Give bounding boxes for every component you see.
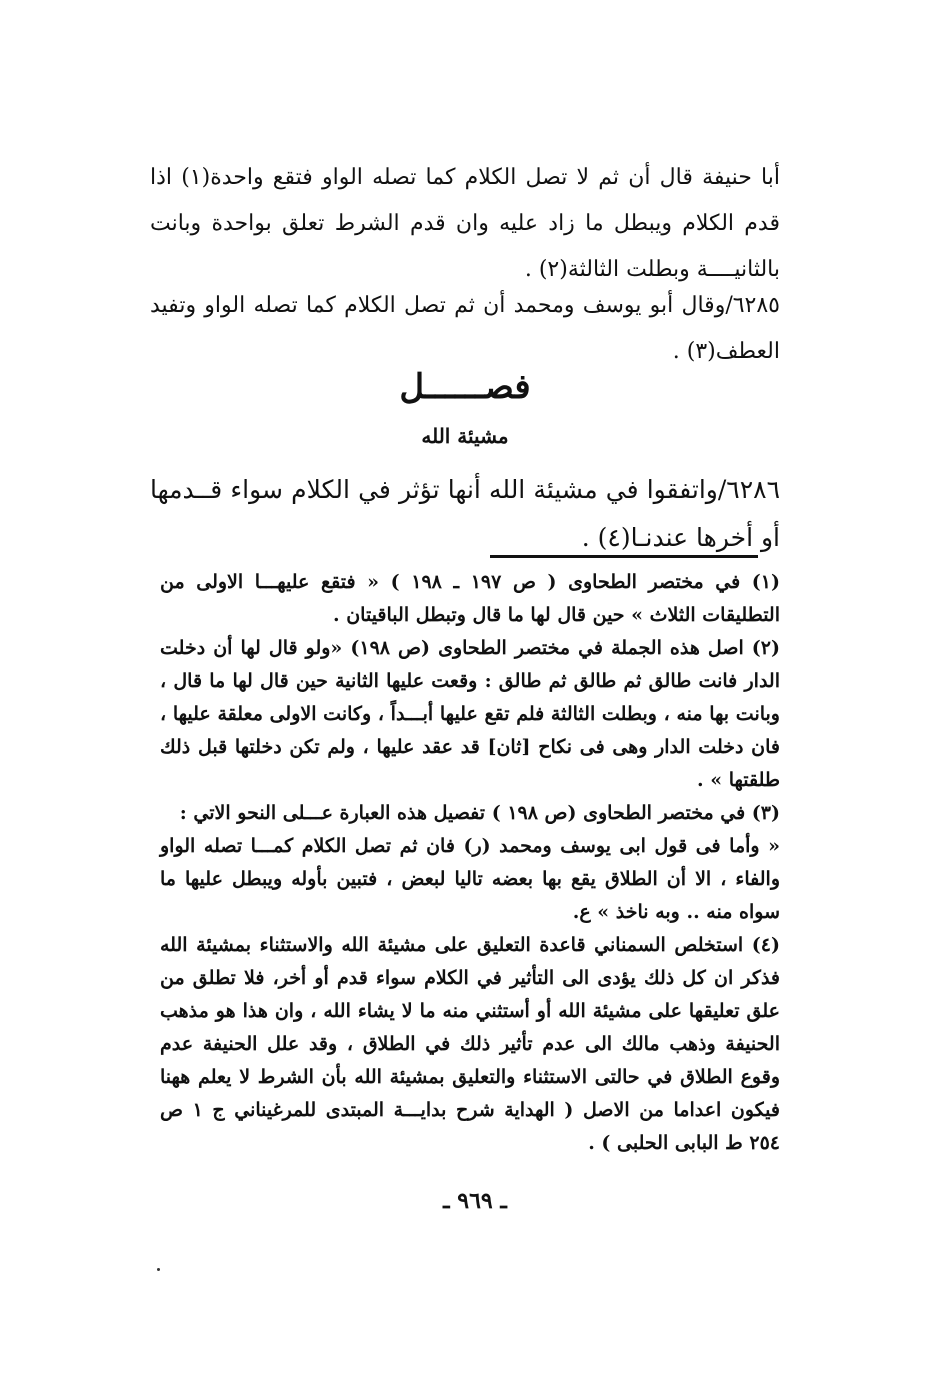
footnote-separator bbox=[490, 555, 758, 558]
section-subtitle: مشيئة الله bbox=[421, 424, 509, 448]
page-number: ـ ٩٦٩ ـ bbox=[443, 1188, 507, 1214]
footnote-1: (١) في مختصر الطحاوى ( ص ١٩٧ ـ ١٩٨ ) « فتقع عليهـــا الاولى من التطليقات الثلاث » حين قال لها ما قال وتبطل الباقيتان . bbox=[160, 571, 781, 626]
footnote-2: (٢) اصل هذه الجملة في مختصر الطحاوى (ص ١٩٨) «ولو قال لها أن دخلت الدار فانت طالق ثم طالق ثم طالق : وقعت عليها الثانية حين قال لها ما قال ، وبانت بها منه ، وبطلت الثالثة فلم تقع عليها أبـــداً ، وكانت الاولى معلقة عليها ، فان دخلت الدار وهى فى نكاح [ثان] قد عقد عليها ، ولم تكن دخلتها قبل ذلك طلقتها » . bbox=[160, 637, 780, 791]
footnote-3-quote: « وأما فى قول ابى يوسف ومحمد (ر) فان ثم تصل الكلام كمـــا تصله الواو والفاء ، الا أن الطلاق يقع بها بعضه تاليا لبعض ، فتبين بأوله ويبطل عليها ما سواه منه .. وبه ناخذ » ع. bbox=[160, 835, 780, 923]
footnote-3: (٣) في مختصر الطحاوى (ص ١٩٨ ) تفصيل هذه العبارة عـــلى النحو الاتي : bbox=[179, 802, 780, 824]
body-paragraph-3: ٦٢٨٦/واتفقوا في مشيئة الله أنها تؤثر في الكلام سواء قــدمها أو أخرها عندنـا(٤) . bbox=[150, 475, 780, 552]
footnotes bbox=[160, 566, 780, 1160]
body-paragraph-2: ٦٢٨٥/وقال أبو يوسف ومحمد أن ثم تصل الكلام كما تصله الواو وتفيد العطف(٣) . bbox=[150, 293, 780, 364]
body-paragraph-1: أبا حنيفة قال أن ثم لا تصل الكلام كما تصله الواو فتقع واحدة(١) اذا قدم الكلام ويبطل ما زاد عليه وان قدم الشرط تعلق بواحدة وبانت بالثانيــــة وبطلت الثالثة(٢) . bbox=[150, 165, 780, 282]
footnote-4: (٤) استخلص السمناني قاعدة التعليق على مشيئة الله والاستثناء بمشيئة الله فذكر ان كل ذلك يؤدى الى التأثير في الكلام سواء قدم أو أخر، فلا تطلق من علق تعليقها على مشيئة الله أو أستثني منه ما لا يشاء الله ، وان هذا هو مذهب الحنيفة وذهب مالك الى عدم تأثير ذلك في الطلاق ، وقد علل الحنيفة عدم وقوع الطلاق في حالتى الاستثناء والتعليق بمشيئة الله بأن الشرط لا يعلم ههنا فيكون اعداما من الاصل ( الهداية شرح بدايـــة المبتدى للمرغيناني ج ١ ص ٢٥٤ ط البابى الحلبى ) . bbox=[160, 934, 780, 1154]
section-title: فصــــــل bbox=[399, 367, 531, 407]
scan-speck bbox=[157, 1268, 160, 1271]
